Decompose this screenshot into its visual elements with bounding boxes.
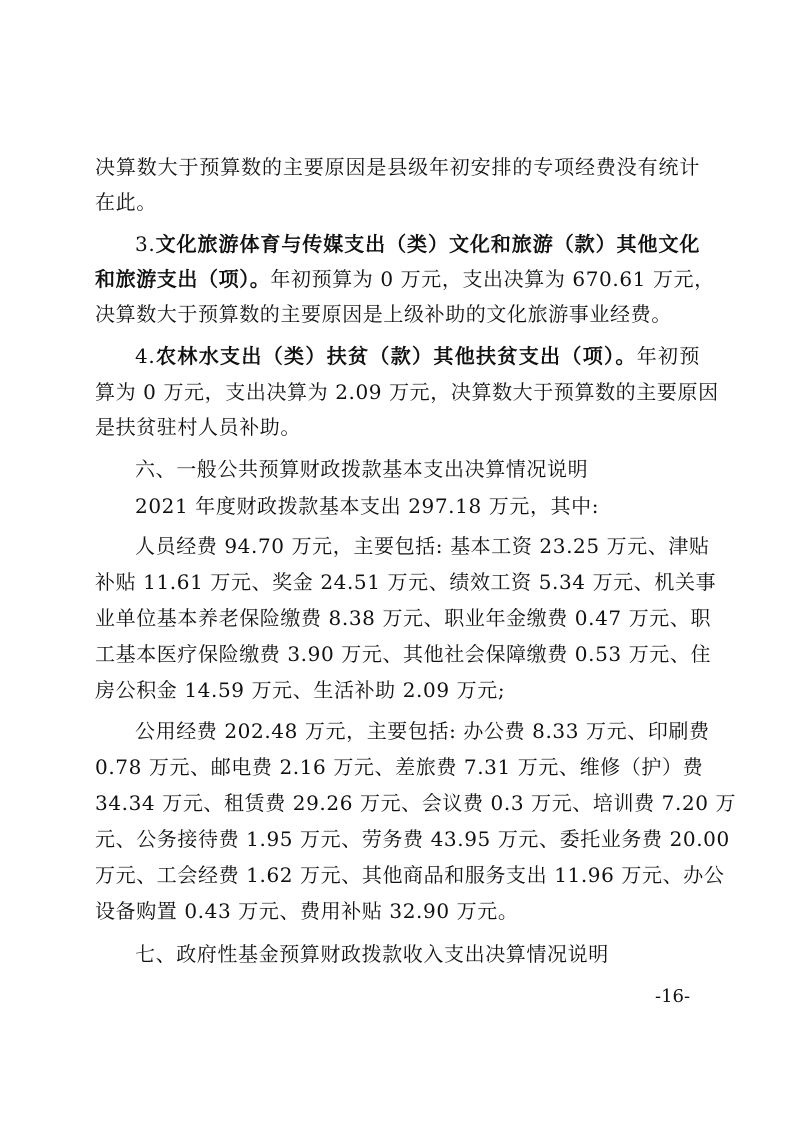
body-line [95, 753, 704, 781]
body-line [95, 265, 715, 293]
body-line [95, 861, 725, 889]
heading-text: 七、政府性基金预算财政拨款收入支出决算情况说明 [135, 942, 609, 966]
text-span: 决算数大于预算数的主要原因是县级年初安排的专项经费没有统计 [95, 155, 700, 179]
body-line [95, 825, 730, 853]
text-span: 补贴 11.61 万元、奖金 24.51 万元、绩效工资 5.34 万元、机关事 [95, 570, 717, 594]
section-6-heading [135, 455, 700, 483]
section-7-heading [135, 940, 700, 968]
item-number: 4. [135, 344, 156, 368]
text-span: 34.34 万元、租赁费 29.26 万元、会议费 0.3 万元、培训费 7.20 万 [95, 791, 737, 815]
item-title-bold: 和旅游支出（项）。 [95, 267, 271, 291]
text-span: 工基本医疗保险缴费 3.90 万元、其他社会保障缴费 0.53 万元、住 [95, 642, 712, 666]
body-line [95, 676, 700, 704]
page-number: -16- [655, 986, 691, 1007]
text-span: 房公积金 14.59 万元、生活补助 2.09 万元; [95, 678, 506, 702]
item-4-heading-line [135, 342, 700, 370]
body-line [95, 789, 737, 817]
heading-text: 六、一般公共预算财政拨款基本支出决算情况说明 [135, 457, 589, 481]
body-line [135, 532, 710, 560]
text-span: 万元、工会经费 1.62 万元、其他商品和服务支出 11.96 万元、办公 [95, 863, 725, 887]
body-line [95, 153, 700, 181]
text-span: 年初预 [636, 344, 700, 368]
text-span: 在此。 [95, 190, 157, 214]
item-title-bold: 文化旅游体育与传媒支出（类）文化和旅游（款）其他文化 [155, 232, 700, 256]
body-line [95, 604, 712, 632]
text-span: 算为 0 万元，支出决算为 2.09 万元，决算数大于预算数的主要原因 [95, 380, 719, 404]
text-span: 0.78 万元、邮电费 2.16 万元、差旅费 7.31 万元、维修（护）费 [95, 755, 704, 779]
item-3-heading-line [135, 230, 700, 258]
item-title-bold: 农林水支出（类）扶贫（款）其他扶贫支出（项）。 [155, 344, 637, 368]
text-span: 设备购置 0.43 万元、费用补贴 32.90 万元。 [95, 899, 519, 923]
body-line [95, 300, 700, 328]
text-span: 元、公务接待费 1.95 万元、劳务费 43.95 万元、委托业务费 20.00 [95, 827, 730, 851]
text-span: 是扶贫驻村人员补助。 [95, 415, 301, 439]
text-span: 年初预算为 0 万元，支出决算为 670.61 万元， [270, 267, 715, 291]
body-line [95, 897, 700, 925]
text-span: 2021 年度财政拨款基本支出 297.18 万元，其中: [135, 494, 600, 518]
body-line [95, 640, 712, 668]
body-line [95, 378, 719, 406]
body-line [95, 568, 717, 596]
text-span: 业单位基本养老保险缴费 8.38 万元、职业年金缴费 0.47 万元、职 [95, 606, 712, 630]
body-line [95, 188, 700, 216]
text-span: 决算数大于预算数的主要原因是上级补助的文化旅游事业经费。 [95, 302, 672, 326]
text-span: 人员经费 94.70 万元，主要包括: 基本工资 23.25 万元、津贴 [135, 534, 710, 558]
body-line [135, 492, 700, 520]
body-line [95, 413, 700, 441]
body-line [135, 717, 710, 745]
item-number: 3. [135, 232, 156, 256]
text-span: 公用经费 202.48 万元，主要包括: 办公费 8.33 万元、印刷费 [135, 719, 710, 743]
